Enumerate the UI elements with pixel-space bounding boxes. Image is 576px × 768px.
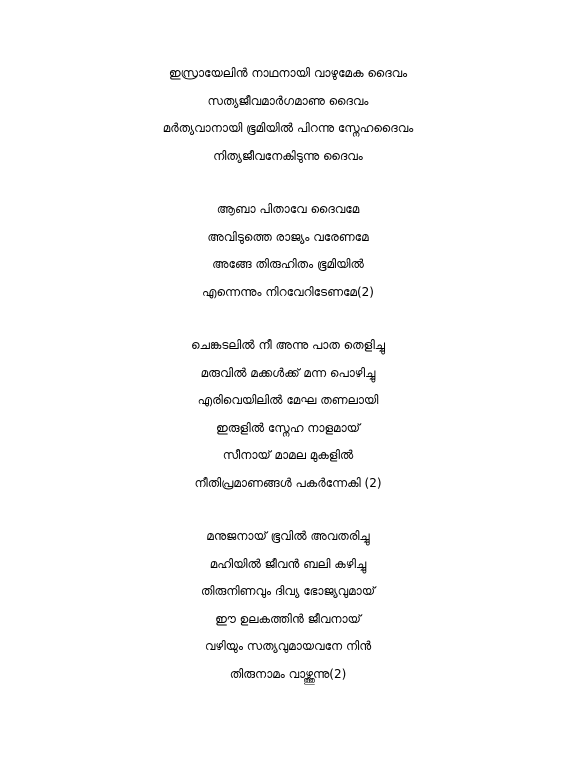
lyric-line: ചെങ്കടലിൽ നീ അന്നു പാത തെളിച്ചു (190, 338, 386, 352)
lyric-line: സീനായ് മാമല മുകളിൽ (222, 448, 354, 462)
lyric-line: വഴിയും സത്യവുമായവനേ നിൻ (204, 639, 372, 653)
lyric-line: മർത്യവാനായി ഭൂമിയിൽ പിറന്നു സ്നേഹദൈവം (162, 121, 414, 135)
lyric-line: മരുവിൽ മക്കൾക്ക് മന്ന പൊഴിച്ചു (200, 365, 376, 380)
lyric-line: സത്യജീവമാർഗമാണു ദൈവം (207, 93, 369, 108)
lyric-line: ഇസ്രായേലിൻ നാഥനായി വാഴുമേക ദൈവം (168, 66, 408, 80)
stanza-1 (0, 60, 576, 170)
stanza-2 (0, 196, 576, 306)
lyric-line: തിരുനാമം വാഴ്ത്തുന്നു(2) (229, 666, 347, 681)
lyric-line: അവിടുത്തെ രാജ്യം വരേണമേ (207, 229, 369, 244)
lyric-line: മഹിയിൽ ജീവൻ ബലി കഴിച്ചു (209, 556, 367, 571)
lyric-line: ഇരുളിൽ സ്നേഹ നാളമായ് (215, 420, 361, 435)
lyric-line: നീതിപ്രമാണങ്ങൾ പകർന്നേകി (2) (194, 475, 382, 490)
lyric-line: ഈ ഉലകത്തിൻ ജീവനായ് (215, 611, 361, 626)
lyric-line: മനുജനായ് ഭൂവിൽ അവതരിച്ചു (206, 529, 370, 543)
stanza-3 (0, 332, 576, 497)
lyric-line: എരിവെയിലിൽ മേഘ തണലായി (197, 393, 379, 407)
stanza-4 (0, 523, 576, 688)
lyric-line: നിത്യജീവനേകിടുന്നു ദൈവം (213, 148, 363, 163)
lyric-line: ആബാ പിതാവേ ദൈവമേ (216, 202, 360, 216)
lyric-line: അങ്ങേ തിരുഹിതം ഭൂമിയിൽ (212, 257, 364, 271)
lyric-line: എന്നെന്നും നിറവേറിടേണമേ(2) (202, 284, 374, 299)
lyric-line: തിരുനിണവും ദിവ്യ ഭോജ്യവുമായ് (200, 584, 376, 598)
